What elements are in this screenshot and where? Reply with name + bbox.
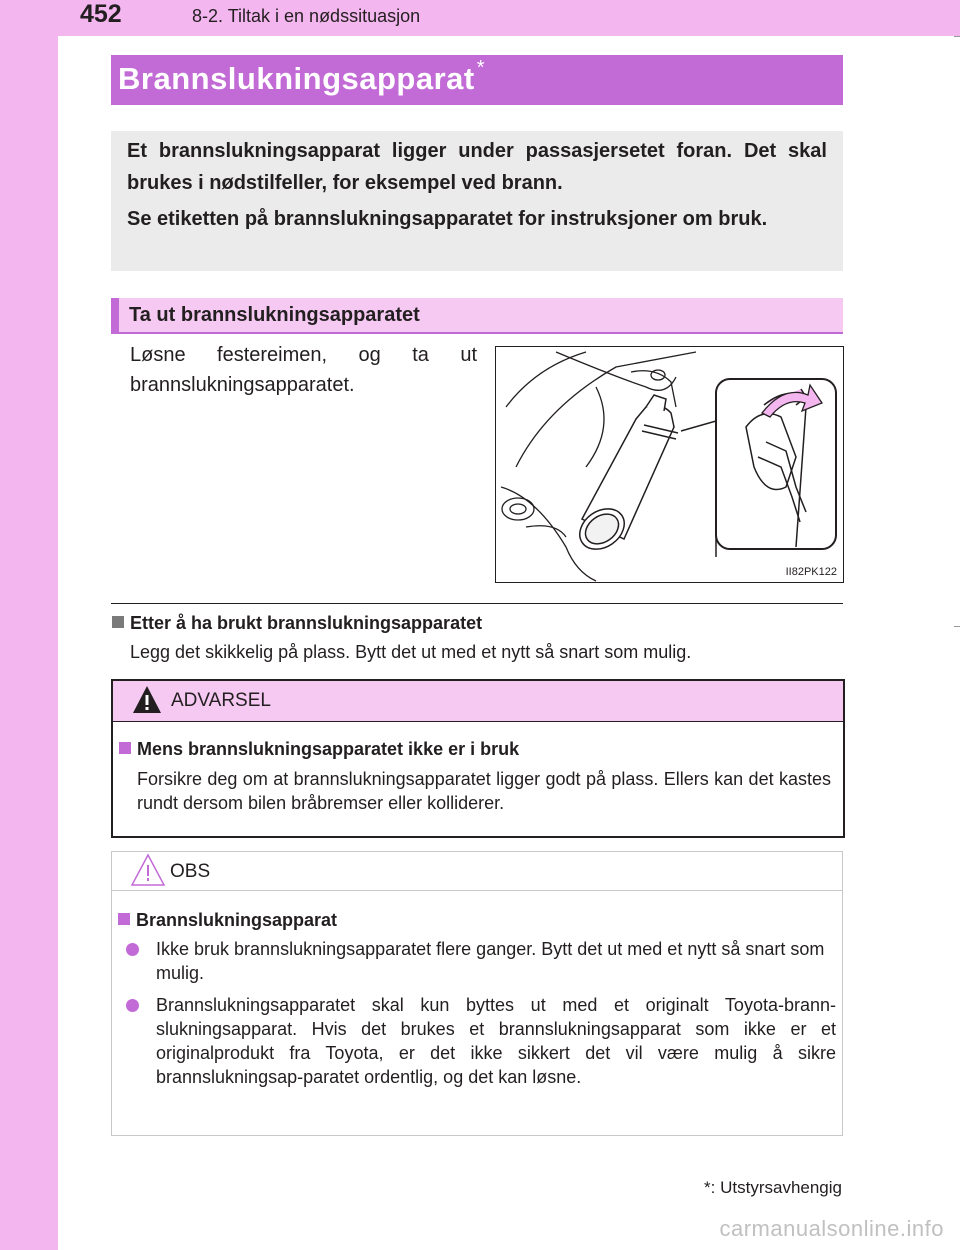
step-instruction: Løsne festereimen, og ta ut brannslukningsapparatet. (130, 344, 477, 396)
trim-mark (954, 36, 960, 37)
notice-label: OBS (170, 861, 211, 882)
divider (111, 603, 843, 604)
warning-text: Forsikre deg om at brannslukningsapparatet ligger godt på plass. Ellers kan det kastes rundt dersom bilen bråbremser eller kolliderer. (137, 769, 831, 813)
watermark: carmanualsonline.info (719, 1216, 944, 1241)
square-bullet-icon (112, 616, 124, 628)
illustration-figure (495, 346, 844, 583)
warning-subheading: Mens brannslukningsapparatet ikke er i bruk (119, 739, 519, 760)
intro-paragraph: Et brannslukningsapparat ligger under passasjersetet foran. Det skal brukes i nødstilfeller, for eksempel ved brann. (127, 140, 827, 194)
notice-bullet: Brannslukningsapparatet skal kun byttes ut med et originalt Toyota-brann-slukningsapparat. Hvis det brukes et brannslukningsapparat som ikke er et originalprodukt fra Toyota, er det ikke sikkert det vil være mulig å sikre brannslukningsap-paratet ordentlig, og det kan løsne. (156, 995, 836, 1087)
title-bar (111, 55, 843, 105)
footnote: *: Utstyrsavhengig (704, 1178, 842, 1197)
notice-bullet: Ikke bruk brannslukningsapparatet flere ganger. Bytt det ut med et nytt så snart som mulig. (156, 939, 825, 983)
intro-box (111, 131, 843, 271)
section-heading: Ta ut brannslukningsapparatet (111, 298, 843, 334)
square-bullet-icon (118, 913, 130, 925)
square-bullet-icon (119, 742, 131, 754)
notice-header (112, 852, 842, 891)
after-use-heading: Etter å ha brukt brannslukningsapparatet (112, 613, 482, 634)
intro-paragraph: Se etiketten på brannslukningsapparatet for instruksjoner om bruk. (127, 208, 768, 230)
notice-triangle-icon (130, 853, 166, 887)
bullet-dot-icon (126, 943, 139, 956)
warning-triangle-icon (131, 684, 163, 716)
warning-header (113, 681, 843, 722)
bullet-dot-icon (126, 999, 139, 1012)
after-use-text: Legg det skikkelig på plass. Bytt det ut med et nytt så snart som mulig. (130, 642, 692, 662)
extinguisher-illustration (496, 347, 843, 582)
title-asterisk: * (476, 57, 486, 79)
warning-box (111, 679, 845, 838)
page-title: Brannslukningsapparat * (118, 57, 486, 96)
notice-subheading: Brannslukningsapparat (118, 910, 337, 931)
side-color-strip (0, 0, 58, 1250)
notice-box (111, 851, 843, 1136)
trim-mark (954, 626, 960, 627)
chapter-title: 8-2. Tiltak i en nødssituasjon (192, 6, 421, 26)
footnote-asterisk: * (704, 1178, 711, 1197)
page-number: 452 (80, 0, 122, 28)
figure-code: II82PK122 (785, 566, 837, 578)
warning-label: ADVARSEL (171, 690, 271, 711)
